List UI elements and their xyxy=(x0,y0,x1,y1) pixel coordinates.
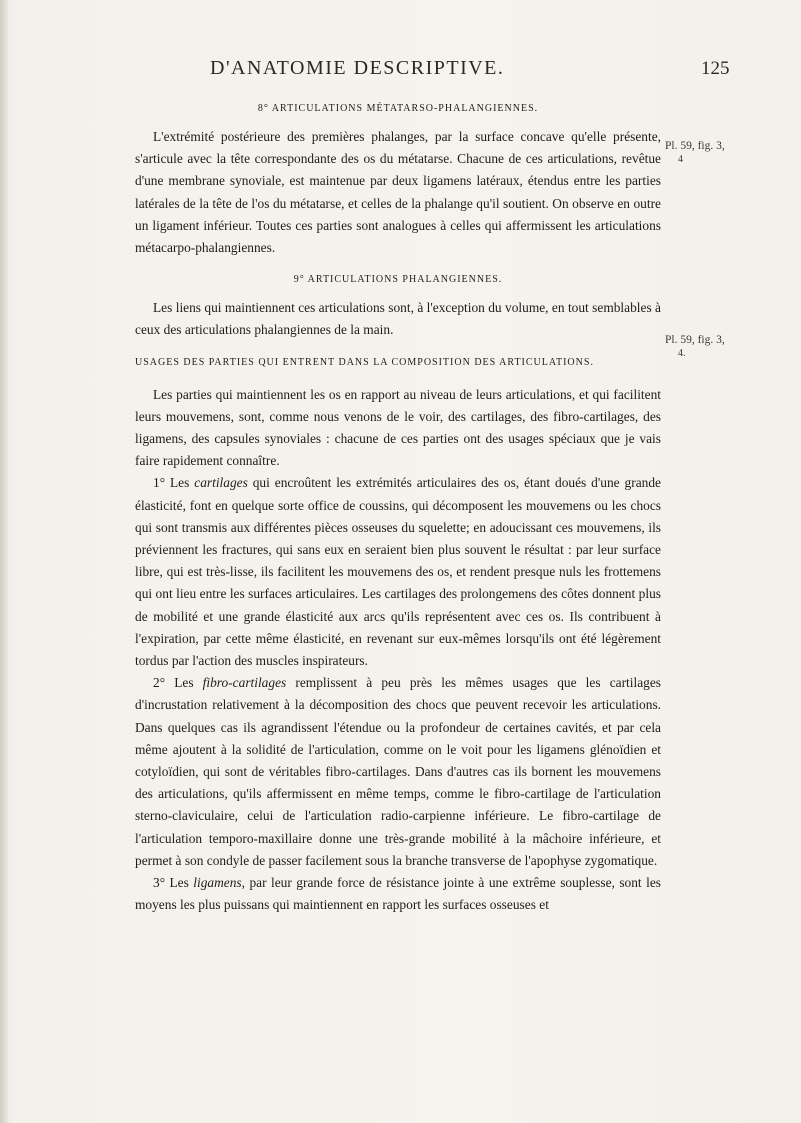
margin-note-plate-ref-1 xyxy=(665,140,795,166)
term-cartilages: cartilages xyxy=(194,475,248,491)
paragraph-metatarso-phalangiennes: L'extrémité postérieure des premières phalanges, par la surface concave qu'elle présente, s'articule avec la tête correspondante des os du métatarse. Chacune de ces articulations, revêtue d'une membrane synoviale, est maintenue par deux ligamens latéraux, étendus entre les parties latérales de la tête de l'os du métatarse, et celles de la phalange qu'il soutient. On observe en outre un ligament inférieur. Toutes ces parties sont analogues à celles qui affermissent les articulations métacarpo-phalangiennes. xyxy=(135,129,661,256)
running-title: D'ANATOMIE DESCRIPTIVE. xyxy=(210,57,505,79)
paragraph-ligamens-text: , par leur grande force de résistance jointe à une extrême souplesse, sont les moyens les plus puissans qui maintiennent en rapport les surfaces osseuses et xyxy=(135,875,661,913)
section-heading-8: 8° ARTICULATIONS MÉTATARSO-PHALANGIENNES. xyxy=(257,103,539,114)
list-number-2: 2° Les xyxy=(153,675,203,691)
list-number-3: 3° Les xyxy=(153,875,194,891)
term-fibro-cartilages: fibro-cartilages xyxy=(202,675,287,691)
body-text xyxy=(135,96,661,917)
section-heading-9: 9° ARTICULATIONS PHALANGIENNES. xyxy=(293,274,503,286)
section-heading-usages: USAGES DES PARTIES QUI ENTRENT DANS LA COMPOSITION DES ARTICULATIONS. xyxy=(135,356,594,368)
paragraph-cartilages-text: qui encroûtent les extrémités articulaires des os, étant doués d'une grande élasticité, font en quelque sorte office de coussins, qui décomposent les mouvemens ou les chocs qui sont transmis aux différentes pièces osseuses du squelette; en adoucissant ces mouvemens, ils préviennent les fractures, qui sans eux en seraient bien plus souvent le résultat : par leur surface libre, qui est très-lisse, ils facilitent les mouvemens des os, et rendent presque nuls les frottemens qui ont lieu entre les surfaces articulaires. Les cartilages des prolongemens des côtes donnent plus de mobilité et une grande élasticité aux arcs qu'ils représentent avec ces os. Ils contribuent à l'expiration, par cette même élasticité, en revenant sur eux-mêmes lorsqu'ils ont été légèrement tordus par l'action des muscles inspirateurs. xyxy=(135,475,661,669)
paragraph-ligamens xyxy=(135,872,661,916)
list-number-1: 1° Les xyxy=(153,475,195,491)
margin-note-plate-ref-2 xyxy=(665,334,795,360)
paragraph-cartilages xyxy=(135,472,661,672)
binding-edge xyxy=(0,0,8,1123)
margin-note-1-sub: 4 xyxy=(678,154,683,165)
paragraph-usages-intro: Les parties qui maintiennent les os en rapport au niveau de leurs articulations, et qui facilitent leurs mouvemens, sont, comme nous venons de le voir, des cartilages, des fibro-cartilages, des ligamens, des capsules synoviales : chacune de ces parties ont des usages spéciaux que je vais faire rapidement connaître. xyxy=(135,386,661,469)
paragraph-fibro-cartilages-text: remplissent à peu près les mêmes usages que les cartilages d'incrustation relativement à la décomposition des chocs que peuvent recevoir les articulations. Dans quelques cas ils agrandissent l'étendue ou la profondeur de certaines cavités, et par cela même ajoutent à la solidité de l'articulation, comme on le voit pour les ligamens glénoïdien et cotyloïdien, qui sont de véritables fibro-cartilages. Dans d'autres cas ils bornent les mouvemens des articulations, qu'ils affermissent en même temps, comme le fibro-cartilage de l'articulation sterno-claviculaire, celui de l'articulation radio-carpienne inférieure. Le fibro-cartilage de l'articulation temporo-maxillaire donne une très-grande mobilité à la mâchoire inférieure, et permet à son condyle de passer facilement sous la branche transverse de l'apophyse zygomatique. xyxy=(135,675,661,868)
term-ligamens: ligamens xyxy=(193,875,242,891)
margin-note-2-sub: 4. xyxy=(678,348,686,359)
page-number: 125 xyxy=(701,58,730,79)
margin-note-1-main: Pl. 59, fig. 3, xyxy=(665,140,725,152)
paragraph-fibro-cartilages xyxy=(135,672,661,872)
margin-note-2-main: Pl. 59, fig. 3, xyxy=(665,334,725,346)
paragraph-phalangiennes: Les liens qui maintiennent ces articulations sont, à l'exception du volume, en tout semblables à ceux des articulations phalangiennes de la main. xyxy=(135,300,661,338)
